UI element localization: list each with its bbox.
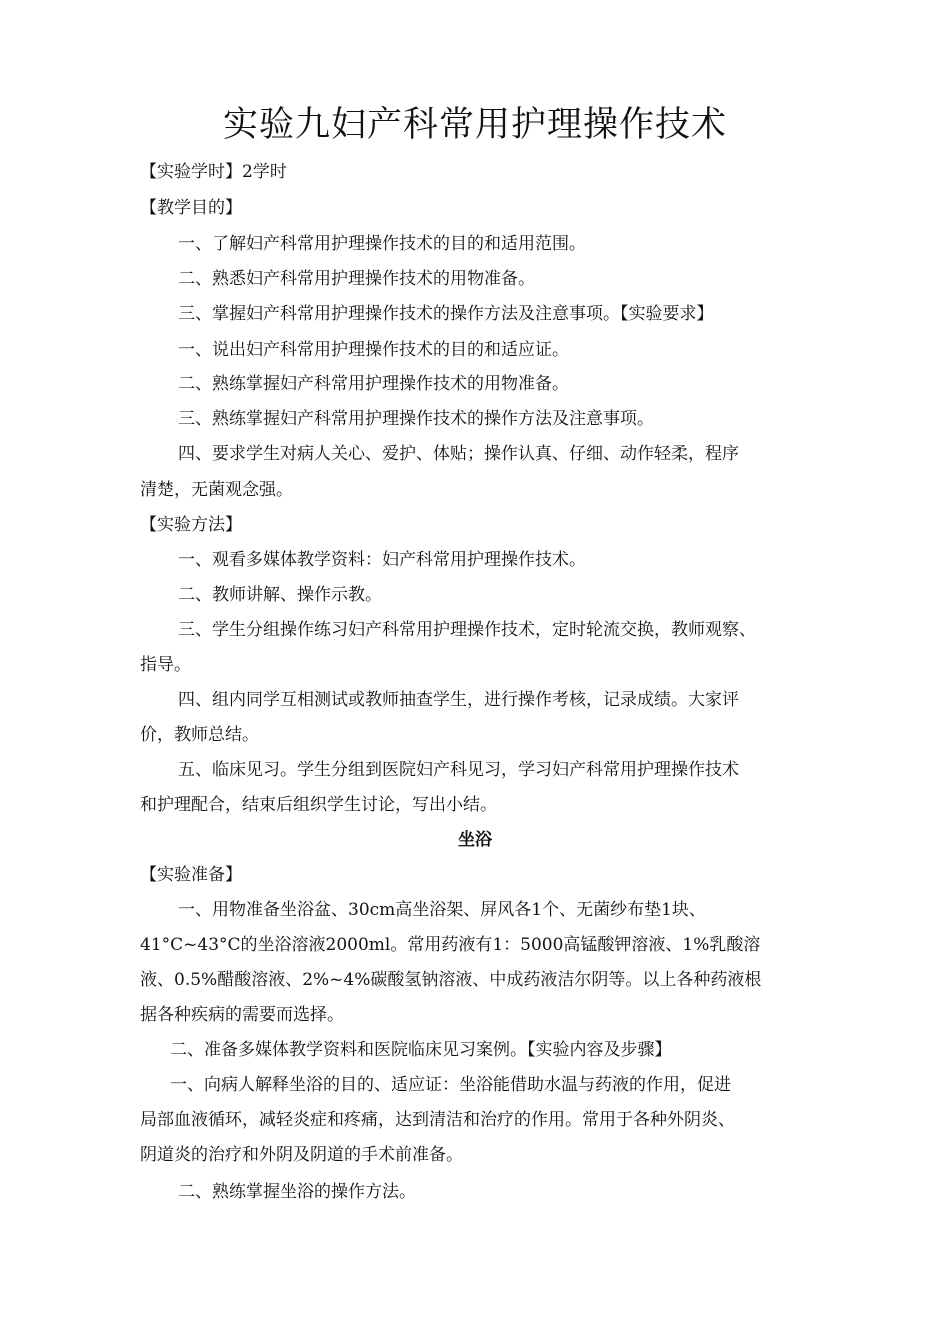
paragraph-line: 一、用物准备坐浴盆、30cm高坐浴架、屏风各1个、无菌纱布垫1块、 (178, 900, 706, 920)
paragraph-line: 阴道炎的治疗和外阴及阴道的手术前准备。 (140, 1145, 463, 1165)
paragraph-line: 价，教师总结。 (140, 725, 259, 745)
paragraph-line: 41°C~43°C的坐浴溶液2000ml。常用药液有1：5000高锰酸钾溶液、1%乳酸溶 (140, 935, 761, 955)
paragraph-line: 据各种疾病的需要而选择。 (140, 1005, 344, 1025)
section-heading-methods: 【实验方法】 (140, 515, 242, 535)
paragraph-line: 二、熟悉妇产科常用护理操作技术的用物准备。 (178, 269, 535, 289)
paragraph-line: 三、掌握妇产科常用护理操作技术的操作方法及注意事项。【实验要求】 (178, 304, 714, 324)
paragraph-line: 四、组内同学互相测试或教师抽查学生，进行操作考核，记录成绩。大家评 (178, 690, 739, 710)
paragraph-line: 二、熟练掌握坐浴的操作方法。 (178, 1182, 416, 1202)
paragraph-line: 二、准备多媒体教学资料和医院临床见习案例。【实验内容及步骤】 (170, 1040, 672, 1060)
paragraph-line: 一、说出妇产科常用护理操作技术的目的和适应证。 (178, 340, 569, 360)
section-heading-objectives: 【教学目的】 (140, 198, 242, 218)
paragraph-line: 二、教师讲解、操作示教。 (178, 585, 382, 605)
paragraph-line: 一、观看多媒体教学资料：妇产科常用护理操作技术。 (178, 550, 586, 570)
section-heading-preparation: 【实验准备】 (140, 865, 242, 885)
paragraph-line: 清楚，无菌观念强。 (140, 480, 293, 500)
paragraph-line: 三、熟练掌握妇产科常用护理操作技术的操作方法及注意事项。 (178, 409, 654, 429)
paragraph-line: 指导。 (140, 655, 191, 675)
document-title: 实验九妇产科常用护理操作技术 (222, 105, 727, 145)
paragraph-line: 液、0.5%醋酸溶液、2%~4%碳酸氢钠溶液、中成药液洁尔阴等。以上各种药液根 (140, 970, 762, 990)
subsection-title: 坐浴 (458, 830, 492, 850)
paragraph-line: 和护理配合，结束后组织学生讨论，写出小结。 (140, 795, 497, 815)
paragraph-line: 三、学生分组操作练习妇产科常用护理操作技术，定时轮流交换，教师观察、 (178, 620, 756, 640)
section-heading-hours: 【实验学时】2学时 (140, 162, 287, 182)
paragraph-line: 一、了解妇产科常用护理操作技术的目的和适用范围。 (178, 234, 586, 254)
paragraph-line: 四、要求学生对病人关心、爱护、体贴；操作认真、仔细、动作轻柔，程序 (178, 444, 739, 464)
paragraph-line: 五、临床见习。学生分组到医院妇产科见习，学习妇产科常用护理操作技术 (178, 760, 739, 780)
paragraph-line: 局部血液循环，减轻炎症和疼痛，达到清洁和治疗的作用。常用于各种外阴炎、 (140, 1110, 735, 1130)
paragraph-line: 二、熟练掌握妇产科常用护理操作技术的用物准备。 (178, 374, 569, 394)
paragraph-line: 一、向病人解释坐浴的目的、适应证：坐浴能借助水温与药液的作用，促进 (170, 1075, 731, 1095)
